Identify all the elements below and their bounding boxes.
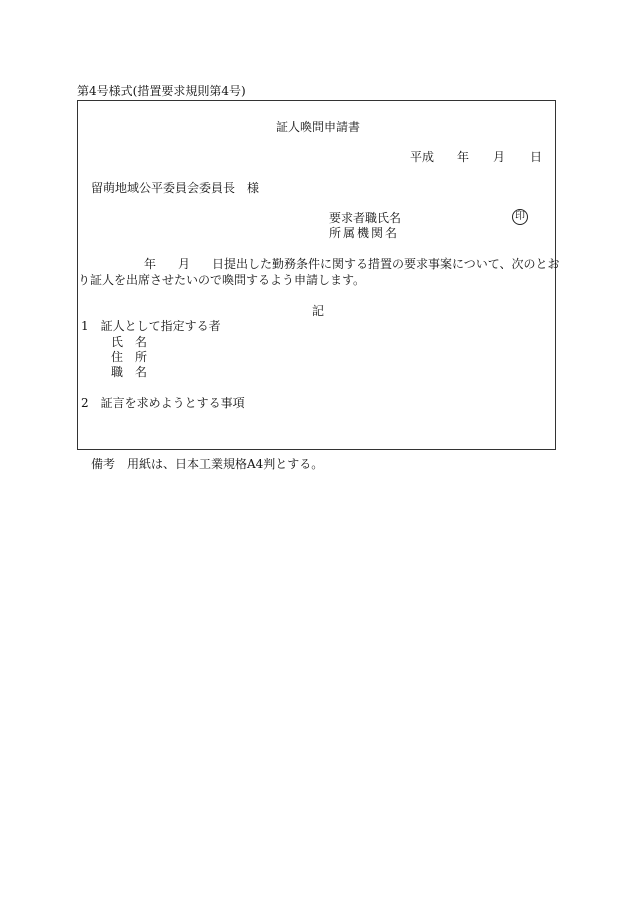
date-year: 年 bbox=[457, 150, 470, 164]
item-2-heading: 2 証言を求めようとする事項 bbox=[81, 396, 245, 410]
ki-heading: 記 bbox=[312, 304, 325, 318]
date-month: 月 bbox=[493, 150, 506, 164]
body-year: 年 bbox=[144, 257, 157, 271]
affiliation-label: 所属機関名 bbox=[329, 226, 400, 240]
item-1-position-label: 職 名 bbox=[111, 365, 148, 379]
body-line-1: 日提出した勤務条件に関する措置の要求事案について、次のとお bbox=[212, 257, 560, 271]
document-title: 証人喚問申請書 bbox=[276, 120, 361, 134]
item-1-address-label: 住 所 bbox=[111, 350, 148, 364]
item-1-heading: 1 証人として指定する者 bbox=[81, 319, 221, 333]
body-line-2: り証人を出席させたいので喚問するよう申請します。 bbox=[78, 273, 366, 287]
body-month: 月 bbox=[178, 257, 191, 271]
date-day: 日 bbox=[530, 150, 543, 164]
date-era: 平成 bbox=[410, 150, 435, 164]
requester-name-label: 要求者職氏名 bbox=[329, 211, 402, 225]
seal-mark: 印 bbox=[512, 209, 528, 225]
remarks: 備考 用紙は、日本工業規格A4判とする。 bbox=[91, 457, 324, 471]
item-1-name-label: 氏 名 bbox=[111, 335, 148, 349]
form-number: 第4号様式(措置要求規則第4号) bbox=[77, 84, 246, 98]
addressee: 留萌地域公平委員会委員長 様 bbox=[91, 181, 260, 195]
